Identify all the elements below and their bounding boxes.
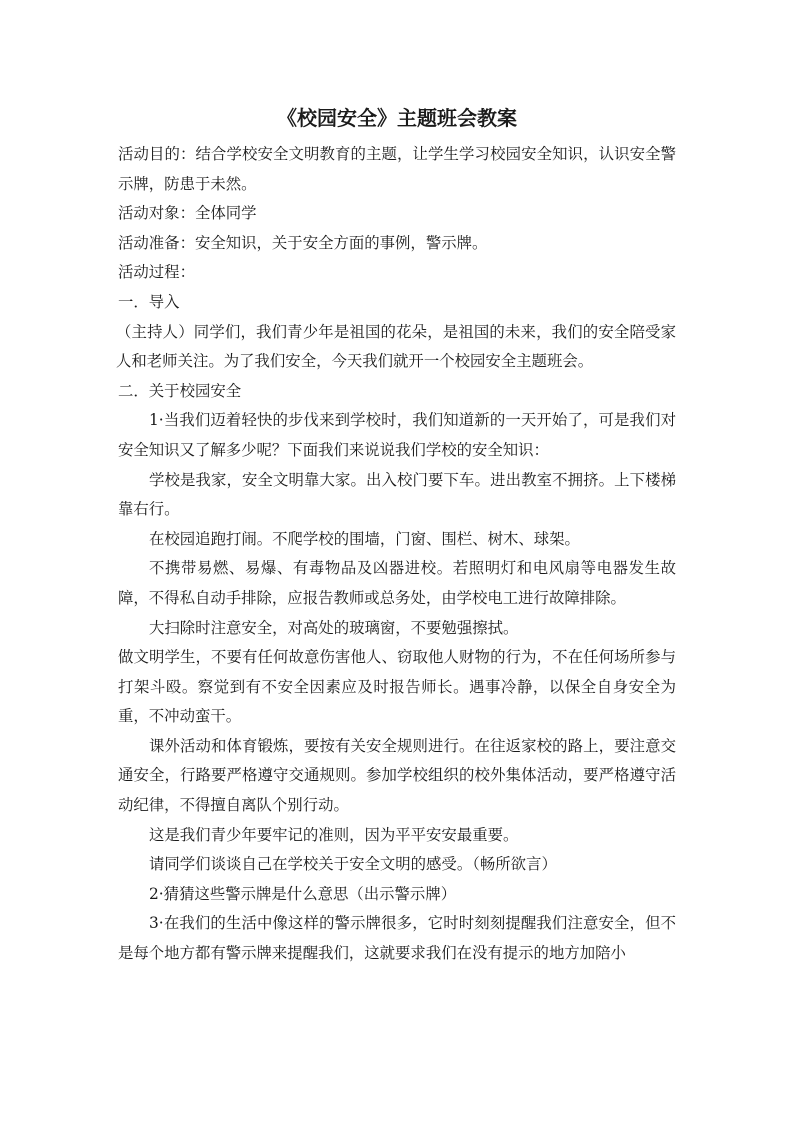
document-body [118,140,676,969]
paragraph-preparation: 活动准备：安全知识，关于安全方面的事例，警示牌。 [118,233,488,252]
section-heading-campus-safety: 二．关于校园安全 [118,381,242,400]
paragraph-rule-cleaning: 大扫除时注意安全，对高处的玻璃窗，不要勉强擦拭。 [149,618,519,637]
paragraph-rule-civilized: 做文明学生，不要有任何故意伤害他人、窃取他人财物的行为，不在任何场所参与打架斗殴。察觉到有不安全因素应及时报告师长。遇事冷静，以保全自身安全为重，不冲动蛮干。 [118,648,676,726]
paragraph-process-heading: 活动过程： [118,263,195,282]
document-title: 《校园安全》主题班会教案 [277,106,517,130]
paragraph-item-1: 1·当我们迈着轻快的步伐来到学校时，我们知道新的一天开始了，可是我们对安全知识又了解多少呢？下面我们来说说我们学校的安全知识： [118,411,676,459]
paragraph-item-2: 2·猜猜这些警示牌是什么意思（出示警示牌） [149,884,457,903]
paragraph-rule-no-running: 在校园追跑打闹。不爬学校的围墙，门窗、围栏、树木、球架。 [149,529,580,548]
paragraph-rule-activities: 课外活动和体育锻炼，要按有关安全规则进行。在往返家校的路上，要注意交通安全，行路要严格遵守交通规则。参加学校组织的校外集体活动，要严格遵守活动纪律，不得擅自离队个别行动。 [118,736,676,815]
paragraph-purpose: 活动目的：结合学校安全文明教育的主题，让学生学习校园安全知识，认识安全警示牌，防患于未然。 [118,145,676,193]
paragraph-rule-no-hazards: 不携带易燃、易爆、有毒物品及凶器进校。若照明灯和电风扇等电器发生故障，不得私自动手排除，应报告教师或总务处，由学校电工进行故障排除。 [118,559,676,607]
paragraph-rule-school-home: 学校是我家，安全文明靠大家。出入校门要下车。进出教室不拥挤。上下楼梯靠右行。 [118,470,676,519]
paragraph-discussion: 请同学们谈谈自己在学校关于安全文明的感受。（畅所欲言） [149,855,557,874]
paragraph-host-intro: （主持人）同学们，我们青少年是祖国的花朵，是祖国的未来，我们的安全陪受家人和老师关注。为了我们安全，今天我们就开一个校园安全主题班会。 [116,322,676,371]
paragraph-item-3: 3·在我们的生活中像这样的警示牌很多，它时时刻刻提醒我们注意安全，但不是每个地方都有警示牌来提醒我们，这就要求我们在没有提示的地方加陪小 [118,914,676,963]
section-heading-intro: 一．导入 [118,292,180,311]
paragraph-principle: 这是我们青少年要牢记的准则，因为平平安安最重要。 [149,825,519,844]
paragraph-audience: 活动对象：全体同学 [118,204,257,223]
